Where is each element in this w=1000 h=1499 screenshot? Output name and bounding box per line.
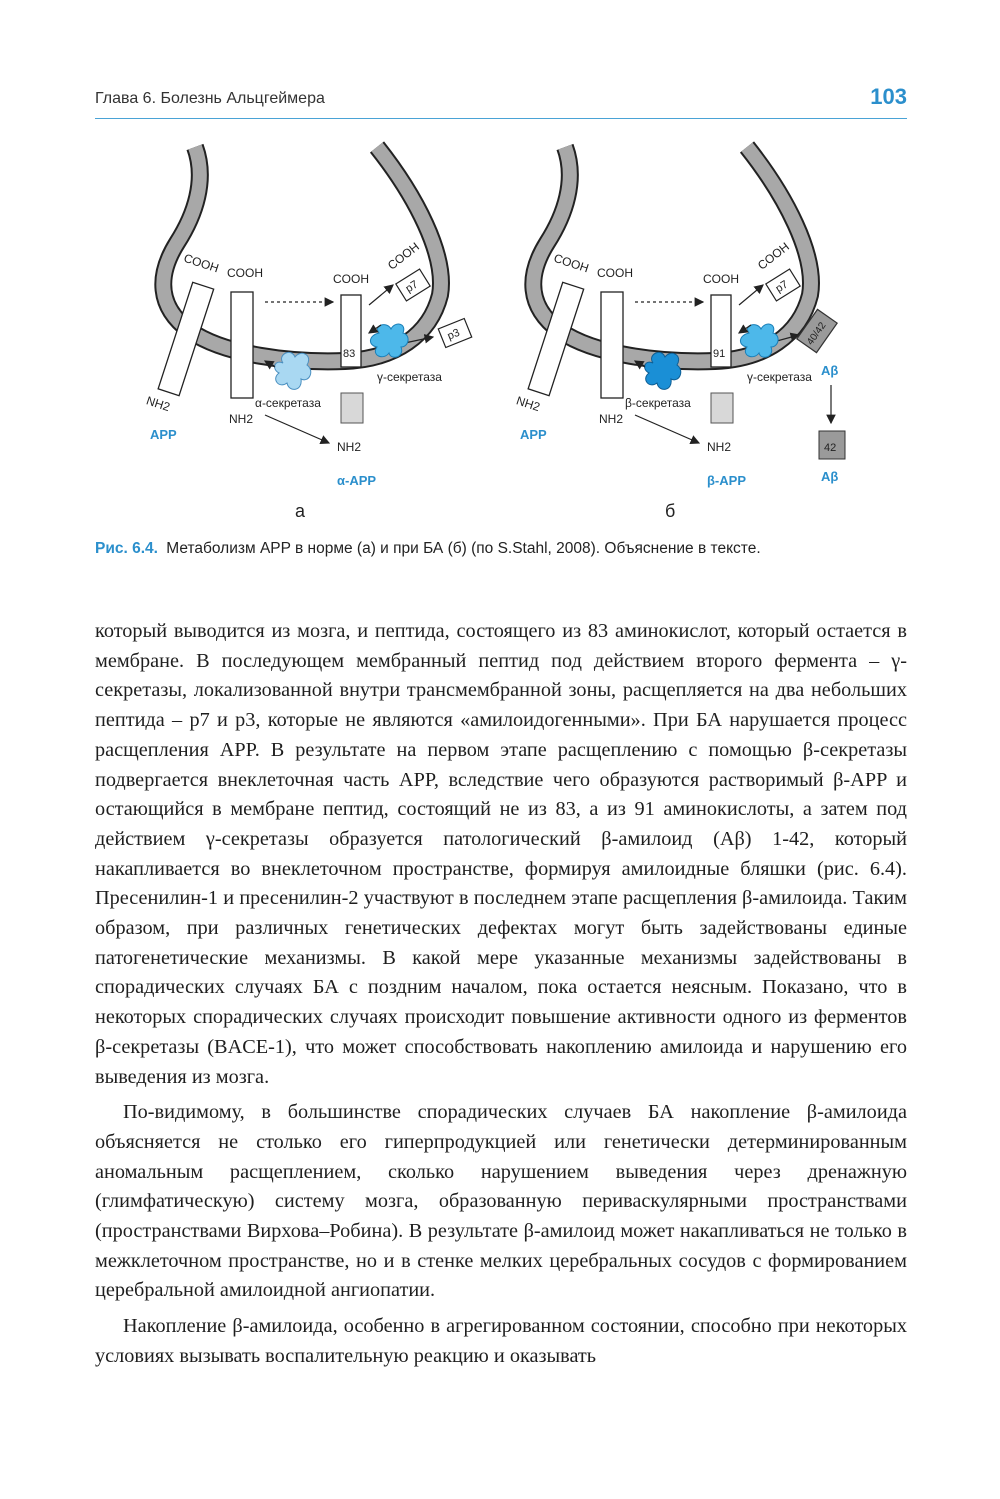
paragraph: По-видимому, в большинстве спорадических случаев БА накопление β-амилоида объясняется не столько его гиперпродукцией или генетически детерминированным аномальным расщеплением, сколько нарушением выведения через дренажную (глимфатическую) систему мозга, образованную периваскулярными пространствами (пространствами Вирхова–Робина). В результате β-амилоид может накапливаться не только в межклеточном пространстве, но и в стенке мелких церебральных сосудов с формированием церебральной амилоидной ангиопатии.: [95, 1101, 907, 1302]
figure-caption: [95, 540, 907, 558]
abeta-label-2: Aβ: [821, 469, 839, 484]
beta-secretase-label: β-секретаза: [625, 396, 691, 410]
nh2-1-b: NH2: [599, 412, 624, 426]
p7-label-b: p7: [773, 278, 791, 296]
panel-letter-b: б: [665, 501, 676, 521]
app-label-a: APP: [150, 427, 177, 442]
caption-label: Рис. 6.4.: [95, 540, 158, 557]
fragment-83-label: 83: [343, 348, 356, 360]
caption-text: Метаболизм APP в норме (а) и при БА (б) (по S.Stahl, 2008). Объяснение в тексте.: [166, 540, 761, 557]
abeta-piece-label: 40/42: [805, 320, 829, 348]
p7-label-a: p7: [403, 278, 421, 296]
alpha-secretase-label: α-секретаза: [255, 396, 321, 410]
nh2-1-a: NH2: [229, 412, 254, 426]
alpha-app-fragment: [341, 393, 363, 423]
cooh-1-b: COOH: [597, 266, 633, 280]
cooh-tilted-a: COOH: [182, 250, 221, 276]
cooh-1-a: COOH: [227, 266, 263, 280]
panel-a: [145, 147, 472, 521]
p3-label: p3: [445, 326, 462, 343]
chapter-title: Глава 6. Болезнь Альцгеймера: [95, 90, 325, 107]
figure-app-metabolism: [95, 135, 907, 530]
app-protein-b: [601, 292, 623, 398]
paragraph: который выводится из мозга, и пептида, состоящего из 83 аминокислот, который остается в мембране. В последующем мембранный пептид под действием второго фермента – γ-секретазы, локализованной внутри трансмембранной зоны, расщепляется на два небольших пептида – р7 и р3, которые не являются «амилоидогенными». При БА нарушается процесс расщепления APP. В результате на первом этапе расщеплению с помощью β-секретазы подвергается внеклеточная часть APP, вследствие чего образуются растворимый β-APP и остающийся в мембране пептид, состоящий не из 83, а из 91 аминокислоты, а затем под действием γ-секретазы образуется патологический β-амилоид (Aβ) 1-42, который накапливается во внеклеточном пространстве, формируя амилоидные бляшки (рис. 6.4). Пресенилин-1 и пресенилин-2 участвуют в последнем этапе расщепления β-амилоида. Таким образом, при различных генетических дефектах могут быть задействованы единые патогенетические механизмы. В какой мере указанные механизмы задействованы в спорадических случаях БА с поздним началом, пока остается неясным. Показано, что в некоторых спорадических случаях происходит повышение активности одного из ферментов β-секретазы (BACE-1), что может способствовать накоплению амилоида и нарушению его выведения из мозга.: [95, 620, 907, 1088]
nh2-2-a: NH2: [337, 440, 362, 454]
gamma-secretase-label-b: γ-секретаза: [747, 370, 812, 384]
beta-app-label: β-APP: [707, 473, 746, 488]
cooh-2-b: COOH: [703, 272, 739, 286]
cooh-3-b: COOH: [754, 239, 792, 273]
paragraph: Накопление β-амилоида, особенно в агрегированном состоянии, способно при некоторых условиях вызывать воспалительную реакцию и оказывать: [95, 1315, 907, 1367]
abeta-42-label: 42: [824, 442, 837, 454]
app-label-b: APP: [520, 427, 547, 442]
beta-app-fragment: [711, 393, 733, 423]
cooh-3-a: COOH: [384, 239, 422, 273]
panel-letter-a: а: [295, 501, 306, 521]
app-protein-a: [231, 292, 253, 398]
nh2-tilted-b: NH2: [514, 393, 542, 415]
running-head: [95, 86, 907, 119]
nh2-tilted-a: NH2: [144, 393, 172, 415]
gamma-secretase-label-a: γ-секретаза: [377, 370, 442, 384]
page-number: 103: [870, 84, 907, 109]
fragment-91-label: 91: [713, 348, 726, 360]
cooh-2-a: COOH: [333, 272, 369, 286]
nh2-2-b: NH2: [707, 440, 732, 454]
panel-b: [515, 147, 845, 521]
alpha-app-label: α-APP: [337, 473, 377, 488]
abeta-label-1: Aβ: [821, 363, 839, 378]
cooh-tilted-b: COOH: [552, 250, 591, 276]
body-text: [95, 617, 907, 1372]
